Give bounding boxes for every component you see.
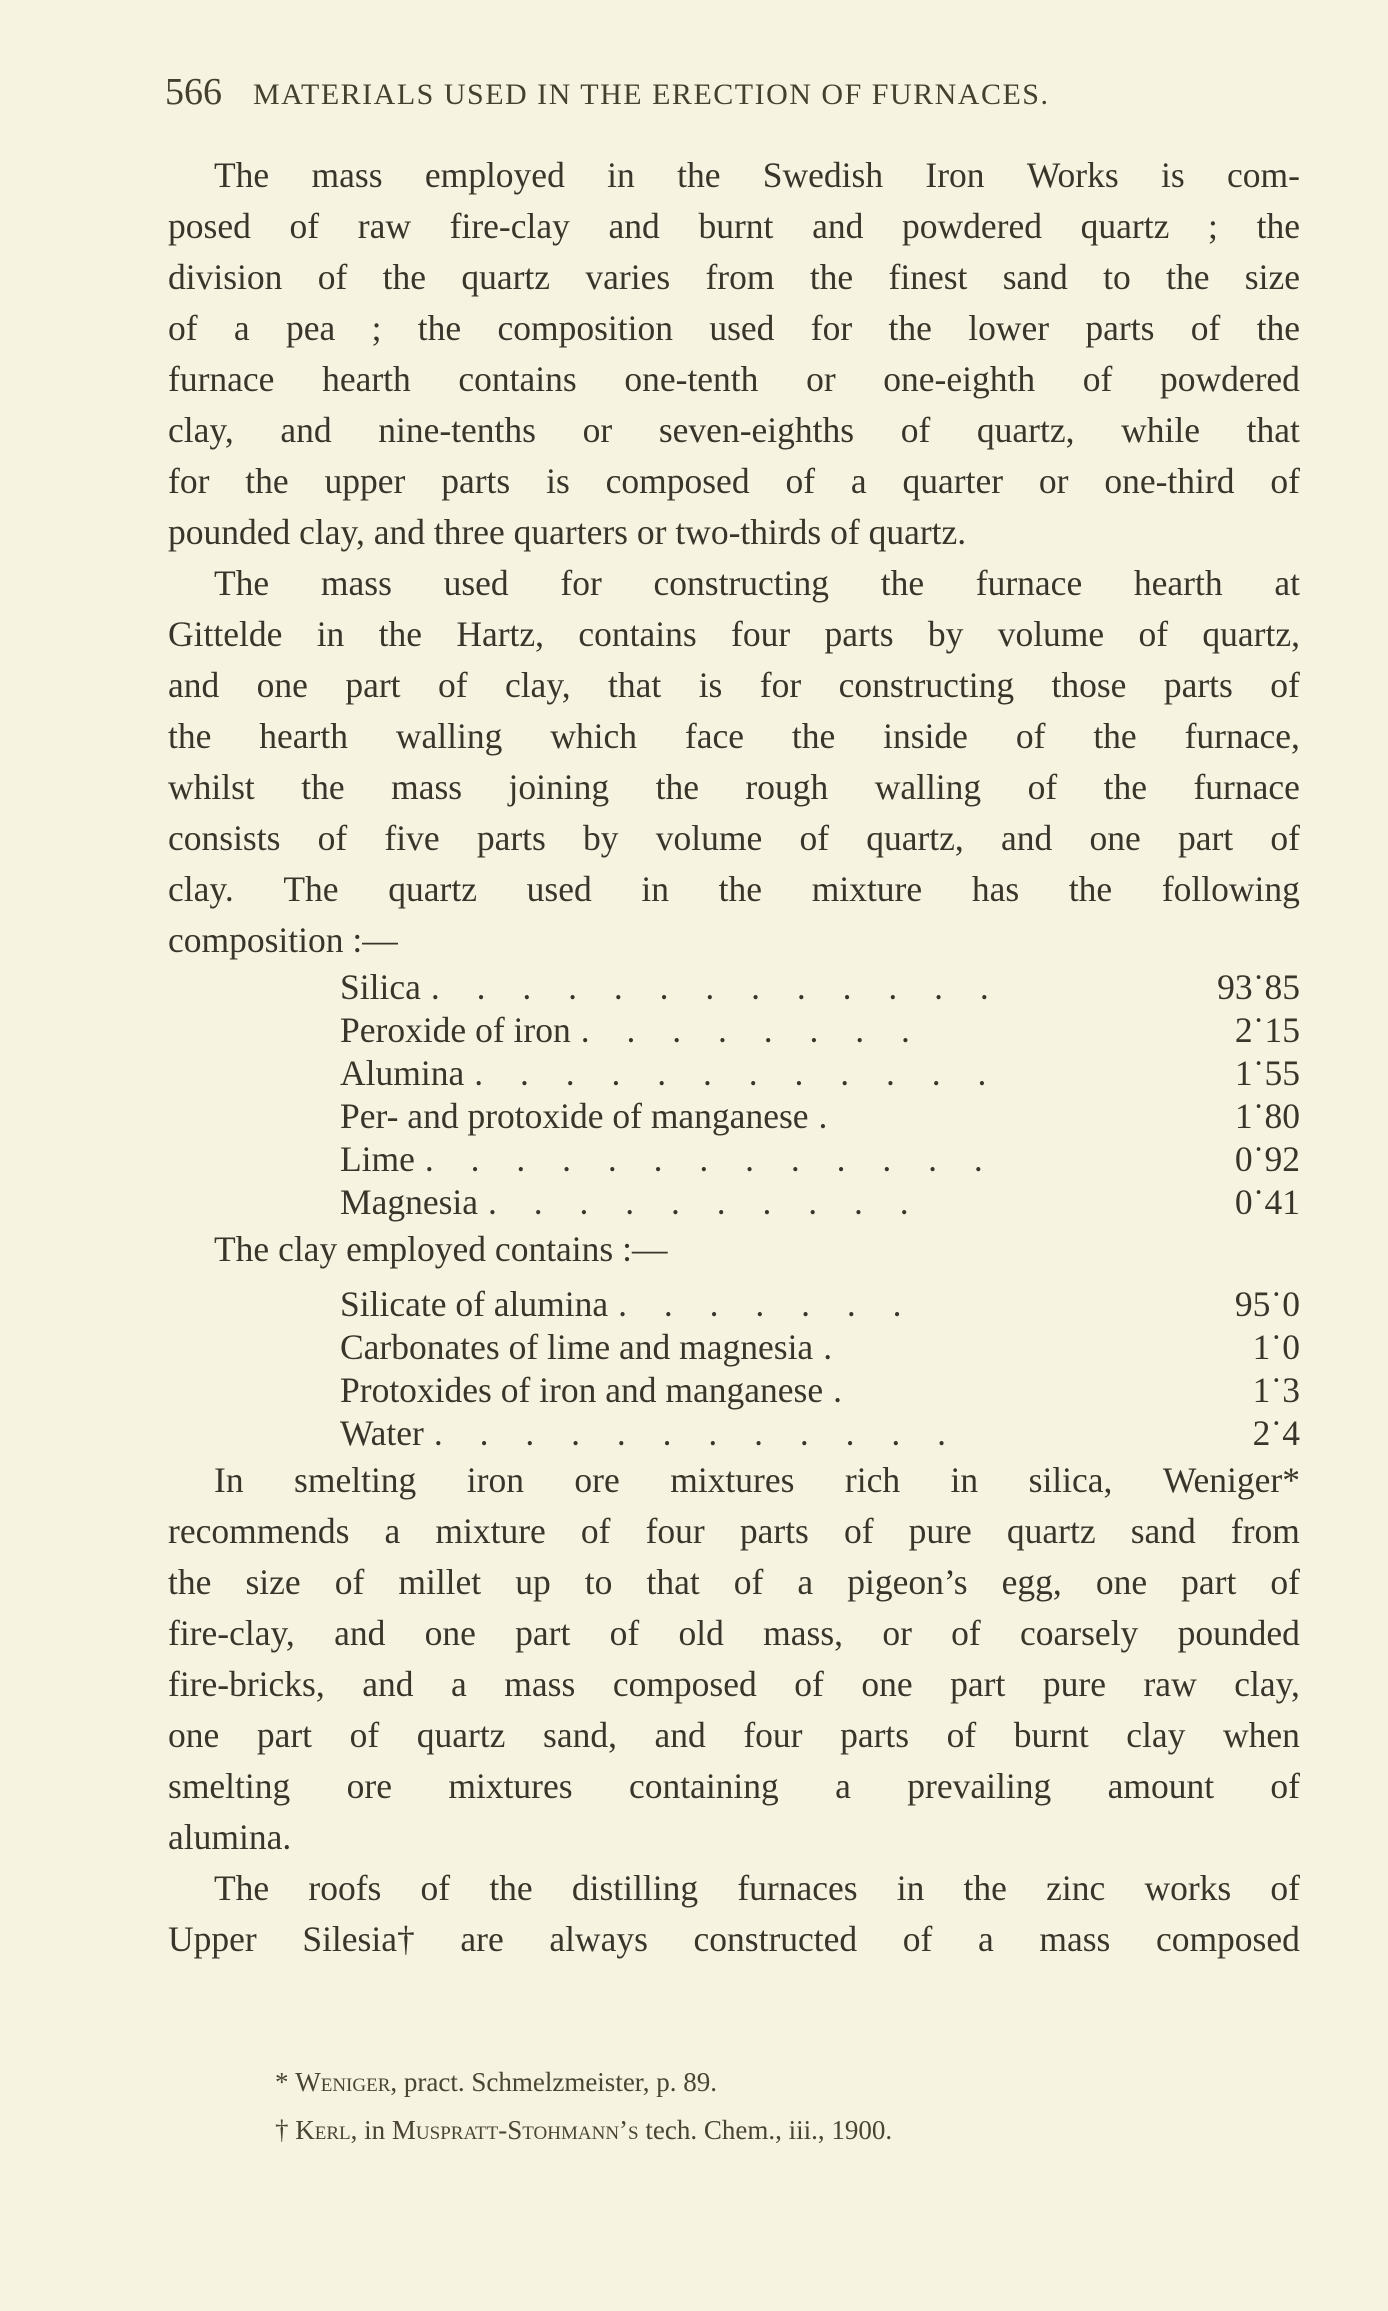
text-line: whilst the mass joining the rough walling of the furnace [168, 767, 1300, 807]
text-line: clay. The quartz used in the mixture has the following [168, 869, 1300, 909]
component-label: Per- and protoxide of manganese [340, 1096, 809, 1136]
composition-row [340, 1181, 1300, 1224]
composition-row [340, 966, 1300, 1009]
component-label: Silica [340, 967, 421, 1007]
footnote-text: , in [350, 2115, 392, 2145]
clay-intro-text: The clay employed contains :— [214, 1229, 668, 1269]
composition-row [340, 1095, 1300, 1138]
text-line: The mass used for constructing the furnace hearth at [214, 563, 1300, 603]
footnote-mark: * [275, 2067, 289, 2097]
paragraph-gittelde-hearth [168, 558, 1300, 966]
component-value: 0˙41 [1234, 1182, 1300, 1222]
leader-dots: . . . . . . . . . . [488, 1182, 923, 1222]
footnote-work: Muspratt-Stohmann’s [391, 2115, 639, 2145]
text-line: pounded clay, and three quarters or two-thirds of quartz. [168, 512, 967, 552]
text-line: furnace hearth contains one-tenth or one-eighth of powdered [168, 359, 1300, 399]
text-line: posed of raw fire-clay and burnt and powdered quartz ; the [168, 206, 1300, 246]
footnote-text: tech. Chem., iii., 1900. [638, 2115, 893, 2145]
component-label: Carbonates of lime and magnesia [340, 1327, 814, 1367]
text-line: recommends a mixture of four parts of pure quartz sand from [168, 1511, 1300, 1551]
composition-row [340, 1412, 1300, 1455]
component-label: Alumina [340, 1053, 465, 1093]
quartz-composition-table [340, 966, 1300, 1224]
leader-dots: . [818, 1096, 842, 1136]
leader-dots: . . . . . . . . . . . . . [424, 1139, 997, 1179]
component-value: 95˙0 [1234, 1284, 1300, 1324]
leader-dots: . [823, 1327, 847, 1367]
leader-dots: . . . . . . . . . . . . . [430, 967, 1003, 1007]
running-head [165, 70, 1049, 114]
footnote-author: Kerl [295, 2115, 351, 2145]
component-label: Lime [340, 1139, 415, 1179]
text-line: division of the quartz varies from the finest sand to the size [168, 257, 1300, 297]
leader-dots: . . . . . . . [618, 1284, 916, 1324]
text-line: the hearth walling which face the inside of the furnace, [168, 716, 1300, 756]
text-line: Gittelde in the Hartz, contains four parts by volume of quartz, [168, 614, 1300, 654]
component-label: Water [340, 1413, 424, 1453]
component-value: 2˙15 [1234, 1010, 1300, 1050]
composition-row [340, 1369, 1300, 1412]
text-line: smelting ore mixtures containing a prevailing amount of [168, 1766, 1300, 1806]
body-text [168, 150, 1300, 1965]
leader-dots: . . . . . . . . . . . . [433, 1413, 960, 1453]
composition-row [340, 1138, 1300, 1181]
text-line: fire-bricks, and a mass composed of one part pure raw clay, [168, 1664, 1300, 1704]
text-line: The roofs of the distilling furnaces in the zinc works of [214, 1868, 1300, 1908]
composition-row [340, 1009, 1300, 1052]
footnote-mark: † [275, 2115, 289, 2145]
text-line: Upper Silesia† are always constructed of a mass composed [168, 1919, 1300, 1959]
text-line: the size of millet up to that of a pigeon’s egg, one part of [168, 1562, 1300, 1602]
page-number: 566 [165, 71, 222, 113]
text-line: clay, and nine-tenths or seven-eighths of quartz, while that [168, 410, 1300, 450]
clay-intro [168, 1224, 1300, 1275]
composition-row [340, 1326, 1300, 1369]
text-line: consists of five parts by volume of quartz, and one part of [168, 818, 1300, 858]
text-line: of a pea ; the composition used for the lower parts of the [168, 308, 1300, 348]
component-value: 2˙4 [1252, 1413, 1300, 1453]
composition-row [340, 1052, 1300, 1095]
component-value: 1˙55 [1234, 1053, 1300, 1093]
component-value: 1˙3 [1252, 1370, 1300, 1410]
text-line: for the upper parts is composed of a quarter or one-third of [168, 461, 1300, 501]
text-line: alumina. [168, 1817, 292, 1857]
component-label: Peroxide of iron [340, 1010, 571, 1050]
footnote-kerl [275, 2106, 892, 2154]
text-line: and one part of clay, that is for constructing those parts of [168, 665, 1300, 705]
footnote-weniger [275, 2058, 892, 2106]
component-label: Silicate of alumina [340, 1284, 609, 1324]
leader-dots: . . . . . . . . [580, 1010, 924, 1050]
leader-dots: . [833, 1370, 856, 1410]
component-value: 1˙0 [1252, 1327, 1300, 1367]
footnotes [275, 2058, 892, 2154]
text-line: The mass employed in the Swedish Iron Works is com- [214, 155, 1300, 195]
component-value: 1˙80 [1234, 1096, 1300, 1136]
component-label: Magnesia [340, 1182, 479, 1222]
component-label: Protoxides of iron and manganese [340, 1370, 824, 1410]
paragraph-swedish-iron-works [168, 150, 1300, 558]
text-line: composition :— [168, 920, 398, 960]
composition-row [340, 1283, 1300, 1326]
paragraph-weniger-mixture [168, 1455, 1300, 1863]
clay-composition-table [340, 1283, 1300, 1455]
component-value: 93˙85 [1217, 967, 1300, 1007]
footnote-text: , pract. Schmelzmeister, p. 89. [390, 2067, 717, 2097]
running-title: MATERIALS USED IN THE ERECTION OF FURNACES. [253, 78, 1050, 111]
leader-dots: . . . . . . . . . . . . [474, 1053, 1001, 1093]
text-line: In smelting iron ore mixtures rich in silica, Weniger* [214, 1460, 1300, 1500]
text-line: fire-clay, and one part of old mass, or of coarsely pounded [168, 1613, 1300, 1653]
component-value: 0˙92 [1234, 1139, 1300, 1179]
paragraph-upper-silesia [168, 1863, 1300, 1965]
footnote-author: Weniger [295, 2067, 391, 2097]
text-line: one part of quartz sand, and four parts of burnt clay when [168, 1715, 1300, 1755]
